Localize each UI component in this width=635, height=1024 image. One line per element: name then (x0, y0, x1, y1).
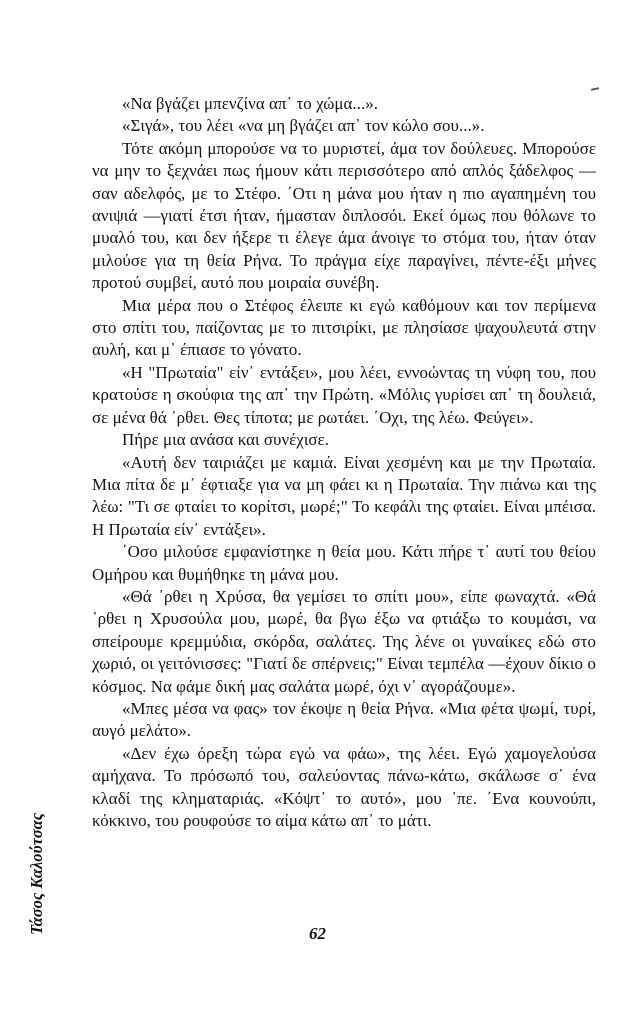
paragraph: Μια μέρα που ο Στέφος έλειπε κι εγώ καθόμουν και τον περίμενα στο σπίτι του, παίζοντας με το πιτσιρίκι, με πλησίασε ψαχουλευτά στην αυλή, και μ᾽ έπιασε το γόνατο. (92, 295, 596, 360)
paragraph: «Δεν έχω όρεξη τώρα εγώ να φάω», της λέει. Εγώ χαμογελούσα αμήχανα. Το πρόσωπό του, σαλεύοντας πάνω-κάτω, σκάλωσε σ᾽ ένα κλαδί της κληματαριάς. «Κόψτ᾽ το αυτό», μου ᾽πε. ΄Ενα κουνούπι, κόκκινο, του ρουφούσε το αίμα κάτω απ᾽ το μάτι. (92, 743, 596, 830)
paragraph: «Η "Πρωταία" είν᾽ εντάξει», μου λέει, εννοώντας τη νύφη του, που κρατούσε η σκούφια της απ᾽ την Πρώτη. «Μόλις γυρίσει απ᾽ τη δουλειά, σε μένα θά ᾽ρθει. Θες τίποτα; με ρωτάει. ΄Οχι, της λέω. Φεύγει». (92, 362, 596, 427)
paragraph: «Θά ᾽ρθει η Χρύσα, θα γεμίσει το σπίτι μου», είπε φωναχτά. «Θά ᾽ρθει η Χρυσούλα μου, μωρέ, θα βγω έξω να φτιάξω το κουμάσι, να σπείρουμε κρεμμύδια, σκόρδα, σαλάτες. Της λένε οι γυναίκες εδώ στο χωριό, οι γειτόνισσες: "Γιατί δε σπέρνεις;" Είναι τεμπέλα —έχουν δίκιο ο κόσμος. Να φάμε δική μας σαλάτα μωρέ, όχι ν᾽ αγοράζουμε». (92, 586, 596, 696)
paragraph: Πήρε μια ανάσα και συνέχισε. (122, 430, 329, 450)
page-number: 62 (309, 924, 326, 943)
stray-pen-mark (591, 87, 599, 91)
paragraph: «Αυτή δεν ταιριάζει με καμιά. Είναι χεσμένη και με την Πρωταία. Μια πίτα δε μ᾽ έφτιαξε για να μη φάει κι η Πρωταία. Την πιάνω και της λέω: "Τι σε φταίει το κορίτσι, μωρέ;" Το κεφάλι της φταίει. Είναι μπέισα. Η Πρωταία είν᾽ εντάξει». (92, 452, 596, 539)
page-body-text (92, 93, 596, 832)
paragraph: «Να βγάζει μπενζίνα απ᾽ το χώμα...». (122, 94, 379, 113)
author-running-head: Τάσος Καλούτσας (27, 812, 46, 935)
paragraph: «Σιγά», του λέει «να μη βγάζει απ᾽ τον κώλο σου...». (122, 116, 485, 136)
paragraph: «Μπες μέσα να φας» τον έκοψε η θεία Ρήνα. «Μια φέτα ψωμί, τυρί, αυγό μελάτο». (92, 698, 596, 741)
paragraph: ΄Οσο μιλούσε εμφανίστηκε η θεία μου. Κάτι πήρε τ᾽ αυτί του θείου Ομήρου και θυμήθηκε τη μάνα μου. (92, 542, 596, 584)
paragraph: Τότε ακόμη μπορούσε να το μυριστεί, άμα τον δούλευες. Μπορούσε να μην το ξεχνάει πως ήμουν κάτι περισσότερο από απλός ξάδελφος —σαν αδελφός, με το Στέφο. ΄Οτι η μάνα μου ήταν η πιο αγαπημένη του ανιψιά —γιατί έτσι ήταν, ήμασταν διπλοσόι. Εκεί όμως που θόλωνε το μυαλό του, και δεν ήξερε τι έλεγε άμα άνοιγε το στόμα του, ήταν όταν μιλούσε για τη θεία Ρήνα. Το πράγμα είχε παραγίνει, πέντε-έξι μήνες προτού συμβεί, αυτό που μοιραία συνέβη. (92, 138, 596, 293)
